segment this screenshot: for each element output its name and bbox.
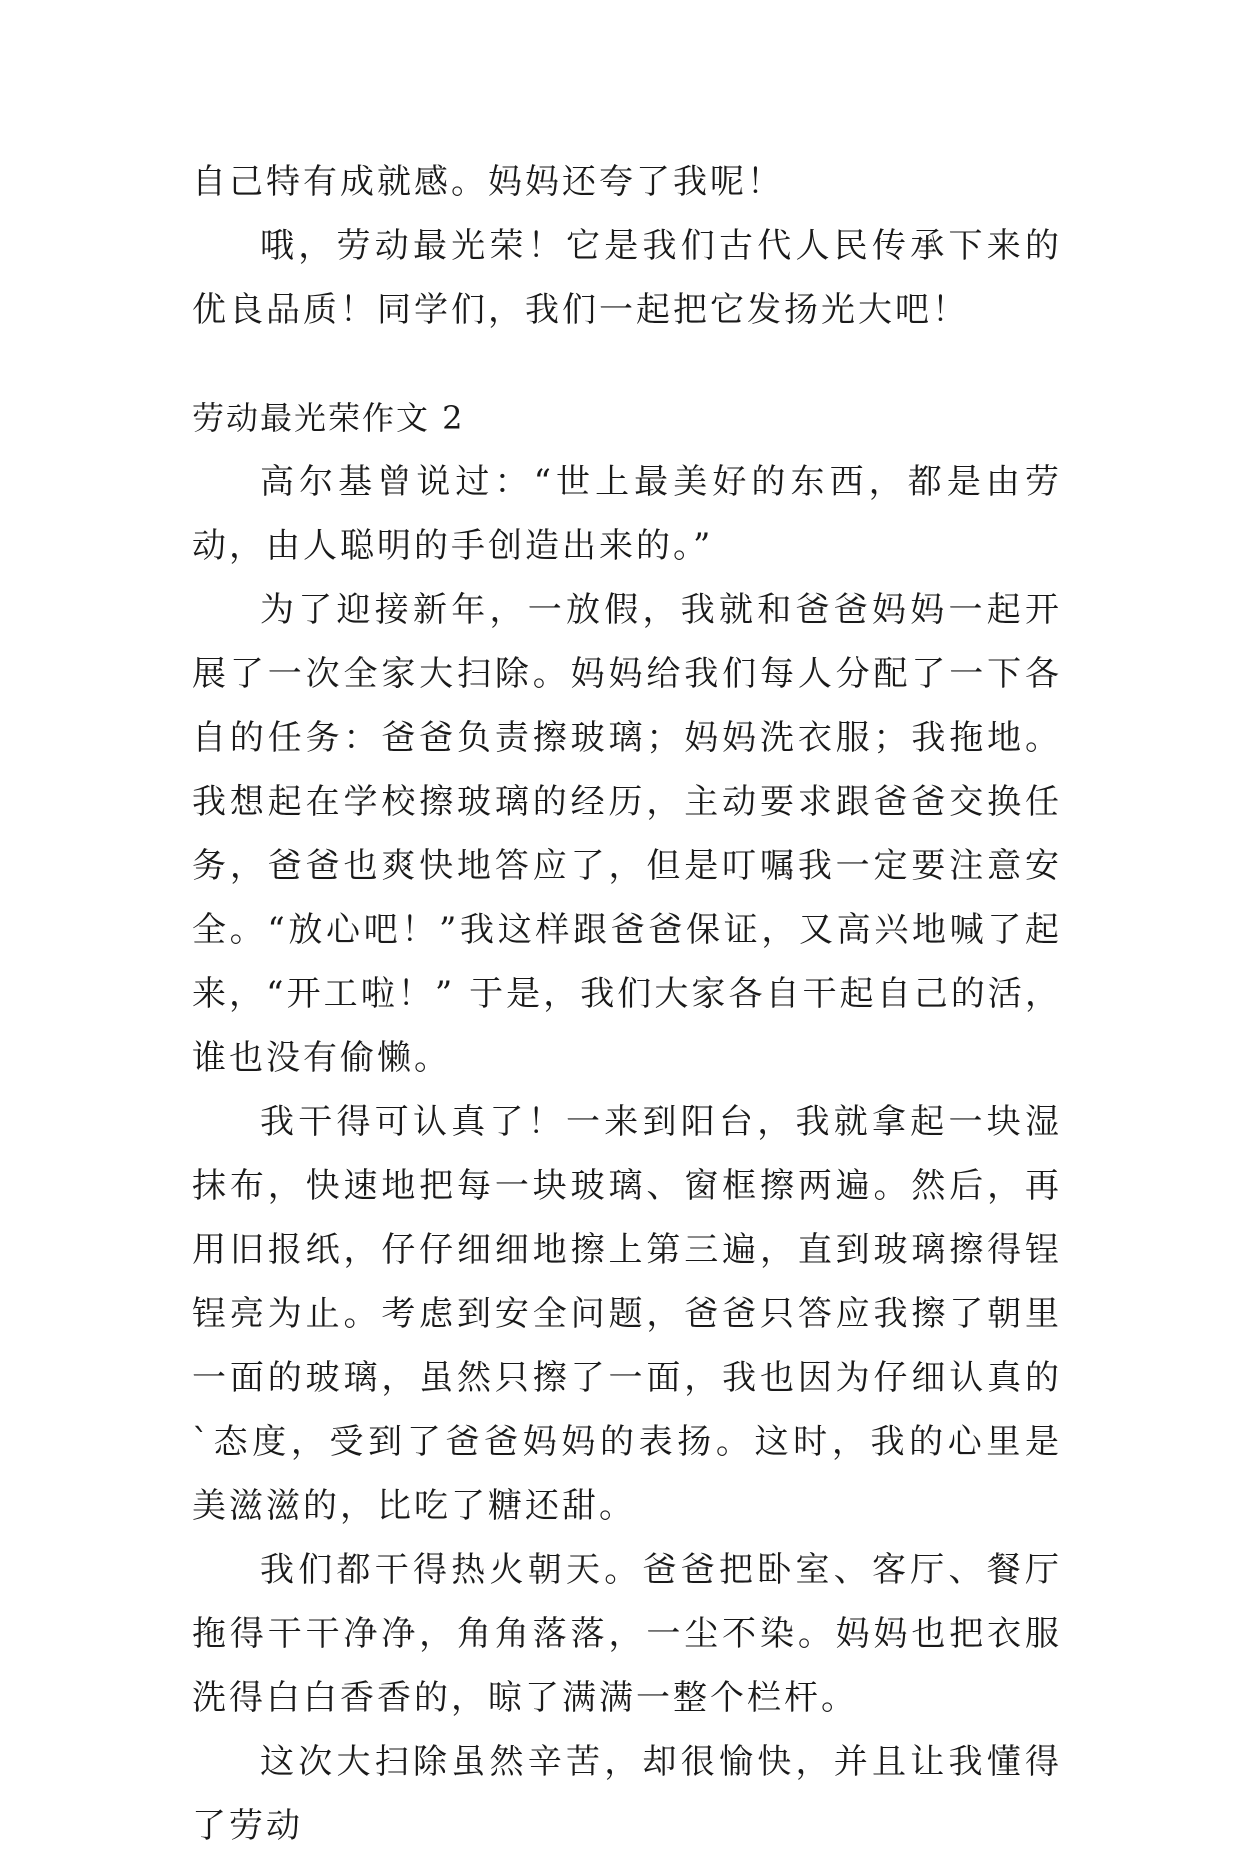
paragraph-cleaning-plan: 为了迎接新年，一放假，我就和爸爸妈妈一起开展了一次全家大扫除。妈妈给我们每人分配了一下各自的任务：爸爸负责擦玻璃；妈妈洗衣服；我拖地。我想起在学校擦玻璃的经历，主动要求跟爸爸交换任务，爸爸也爽快地答应了，但是叮嘱我一定要注意安全。“放心吧！”我这样跟爸爸保证，又高兴地喊了起来，“开工啦！” 于是，我们大家各自干起自己的活，谁也没有偷懒。 (192, 590, 1062, 1078)
paragraph-family-work: 我们都干得热火朝天。爸爸把卧室、客厅、餐厅拖得干干净净，角角落落，一尘不染。妈妈也把衣服洗得白白香香的，晾了满满一整个栏杆。 (192, 1550, 1062, 1718)
section-title: 劳动最光荣作文 2 (192, 399, 465, 437)
paragraph-quote: 高尔基曾说过：“世上最美好的东西，都是由劳动，由人聪明的手创造出来的。” (192, 462, 1062, 566)
paragraph-continuation: 自己特有成就感。妈妈还夸了我呢！ (192, 162, 784, 202)
document-body (192, 150, 1062, 1858)
paragraph-final: 这次大扫除虽然辛苦，却很愉快，并且让我懂得了劳动 (192, 1742, 1062, 1846)
paragraph-window-cleaning: 我干得可认真了！一来到阳台，我就拿起一块湿抹布，快速地把每一块玻璃、窗框擦两遍。然后，再用旧报纸，仔仔细细地擦上第三遍，直到玻璃擦得锃锃亮为止。考虑到安全问题，爸爸只答应我擦了朝里一面的玻璃，虽然只擦了一面，我也因为仔细认真的`态度，受到了爸爸妈妈的表扬。这时，我的心里是美滋滋的，比吃了糖还甜。 (192, 1102, 1062, 1526)
paragraph-conclusion: 哦，劳动最光荣！它是我们古代人民传承下来的优良品质！同学们，我们一起把它发扬光大吧！ (192, 226, 1062, 330)
section-gap (192, 342, 1062, 386)
